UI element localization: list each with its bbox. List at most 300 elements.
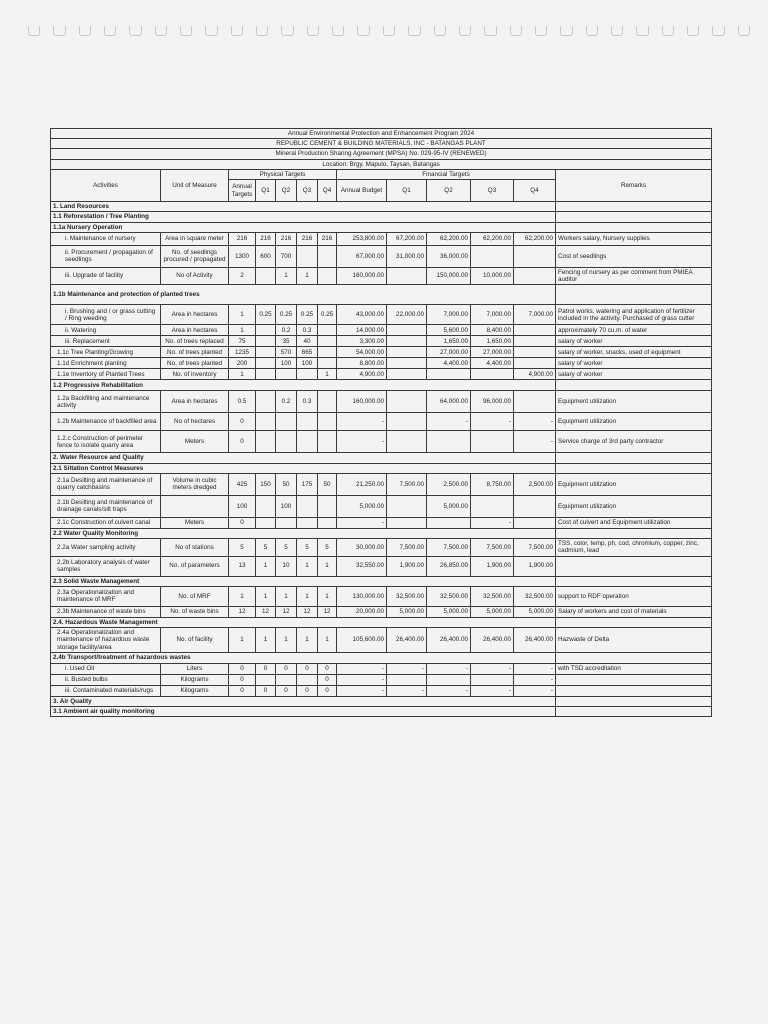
col-annual-targets: Annual Targets <box>229 180 256 202</box>
unit-cell: No. of inventory <box>161 369 229 380</box>
fin-q3-cell: 96,000.00 <box>471 391 514 413</box>
table-row <box>51 663 712 674</box>
fin-q3-cell: 4,400.00 <box>471 358 514 369</box>
section-row <box>51 652 712 663</box>
remarks-cell <box>556 576 712 586</box>
phys-q4-cell: 50 <box>318 473 337 495</box>
fin-q2-cell <box>427 431 471 453</box>
annual-budget-cell: 130,000.00 <box>337 586 387 606</box>
activity-cell: iii. Contaminated materials/rugs <box>51 685 161 696</box>
annual-target-cell: 0 <box>229 517 256 528</box>
phys-q3-cell: 0.3 <box>297 325 318 336</box>
unit-cell: No. of parameters <box>161 556 229 576</box>
phys-q4-cell: 1 <box>318 369 337 380</box>
phys-q1-cell <box>256 431 276 453</box>
section-label: 1.1 Reforestation / Tree Planting <box>51 212 556 222</box>
fin-q3-cell: 5,000.00 <box>471 606 514 617</box>
phys-q4-cell <box>318 325 337 336</box>
fin-q1-cell <box>387 369 427 380</box>
phys-q4-cell <box>318 358 337 369</box>
table-row <box>51 232 712 245</box>
phys-q2-cell: 570 <box>276 347 297 358</box>
phys-q1-cell <box>256 674 276 685</box>
remarks-cell <box>556 380 712 391</box>
fin-q2-cell <box>427 369 471 380</box>
phys-q1-cell <box>256 336 276 347</box>
phys-q2-cell <box>276 369 297 380</box>
phys-q4-cell: 216 <box>318 232 337 245</box>
fin-q3-cell <box>471 369 514 380</box>
activity-cell: 1.1e Inventory of Planted Trees <box>51 369 161 380</box>
fin-q2-cell: 26,400.00 <box>427 627 471 652</box>
fin-q2-cell <box>427 517 471 528</box>
section-label: 1. Land Resources <box>51 202 556 212</box>
annual-target-cell: 1 <box>229 369 256 380</box>
remarks-cell: Hazwaste of Delta <box>556 627 712 652</box>
annual-target-cell: 200 <box>229 358 256 369</box>
table-row <box>51 627 712 652</box>
annual-budget-cell: 4,900.00 <box>337 369 387 380</box>
annual-budget-cell: 14,000.00 <box>337 325 387 336</box>
annual-target-cell: 12 <box>229 606 256 617</box>
fin-q4-cell <box>514 267 556 284</box>
section-row <box>51 285 712 305</box>
section-row <box>51 707 712 717</box>
phys-q4-cell: 0 <box>318 663 337 674</box>
unit-cell: Area in square meter <box>161 232 229 245</box>
remarks-cell <box>556 652 712 663</box>
activity-cell: i. Used Oil <box>51 663 161 674</box>
activity-cell: ii. Procurement / propagation of seedlings <box>51 245 161 267</box>
col-fq4: Q4 <box>514 180 556 202</box>
phys-q1-cell: 1 <box>256 627 276 652</box>
annual-budget-cell: - <box>337 663 387 674</box>
remarks-cell <box>556 685 712 696</box>
annual-target-cell: 75 <box>229 336 256 347</box>
phys-q2-cell: 35 <box>276 336 297 347</box>
phys-q2-cell: 100 <box>276 358 297 369</box>
activity-cell: ii. Busted bulbs <box>51 674 161 685</box>
phys-q1-cell: 12 <box>256 606 276 617</box>
col-financial-targets: Financial Targets <box>337 169 556 179</box>
phys-q3-cell: 175 <box>297 473 318 495</box>
unit-cell: No. of trees planted <box>161 347 229 358</box>
fin-q3-cell: 62,200.00 <box>471 232 514 245</box>
annual-budget-cell: 253,800.00 <box>337 232 387 245</box>
activity-cell: 2.1c Construction of culvert canal <box>51 517 161 528</box>
fin-q2-cell: 5,000.00 <box>427 606 471 617</box>
fin-q1-cell <box>387 325 427 336</box>
table-row <box>51 336 712 347</box>
fin-q1-cell <box>387 413 427 431</box>
phys-q2-cell: 50 <box>276 473 297 495</box>
fin-q3-cell: 1,650.00 <box>471 336 514 347</box>
section-label: 3.1 Ambient air quality monitoring <box>51 707 556 717</box>
table-row <box>51 347 712 358</box>
phys-q4-cell: 12 <box>318 606 337 617</box>
remarks-cell: Equipment utilization <box>556 413 712 431</box>
remarks-cell: approximately 70 cu.m. of water <box>556 325 712 336</box>
fin-q2-cell: 62,200.00 <box>427 232 471 245</box>
unit-cell: No of Activity <box>161 267 229 284</box>
fin-q3-cell: - <box>471 663 514 674</box>
unit-cell: No. of MRF <box>161 586 229 606</box>
annual-budget-cell: 21,250.00 <box>337 473 387 495</box>
unit-cell <box>161 495 229 517</box>
remarks-cell <box>556 556 712 576</box>
col-pq2: Q2 <box>276 180 297 202</box>
annual-budget-cell: 20,000.00 <box>337 606 387 617</box>
phys-q3-cell: 0.25 <box>297 305 318 325</box>
annual-budget-cell: 54,000.00 <box>337 347 387 358</box>
table-row <box>51 539 712 556</box>
fin-q1-cell: 26,400.00 <box>387 627 427 652</box>
title-line-2: REPUBLIC CEMENT & BUILDING MATERIALS, INC - BATANGAS PLANT <box>51 139 712 149</box>
annual-budget-cell: 30,000.00 <box>337 539 387 556</box>
unit-cell: No. of facility <box>161 627 229 652</box>
remarks-cell: salary of worker <box>556 358 712 369</box>
table-row <box>51 413 712 431</box>
fin-q2-cell: 64,000.00 <box>427 391 471 413</box>
fin-q3-cell: - <box>471 685 514 696</box>
annual-target-cell: 1 <box>229 627 256 652</box>
fin-q1-cell: 7,500.00 <box>387 539 427 556</box>
annual-target-cell: 0 <box>229 674 256 685</box>
fin-q2-cell: 150,000.00 <box>427 267 471 284</box>
phys-q4-cell: 1 <box>318 627 337 652</box>
activity-cell: i. Maintenance of nursery <box>51 232 161 245</box>
fin-q1-cell <box>387 267 427 284</box>
phys-q3-cell: 216 <box>297 232 318 245</box>
fin-q3-cell: 7,000.00 <box>471 305 514 325</box>
phys-q1-cell <box>256 369 276 380</box>
remarks-cell: Cost of seedlings <box>556 245 712 267</box>
remarks-cell: Salary of workers and cost of materials <box>556 606 712 617</box>
fin-q2-cell: 32,500.00 <box>427 586 471 606</box>
annual-budget-cell: 67,000.00 <box>337 245 387 267</box>
fin-q3-cell: 32,500.00 <box>471 586 514 606</box>
col-pq3: Q3 <box>297 180 318 202</box>
remarks-cell: salary of worker <box>556 369 712 380</box>
activity-cell: ii. Watering <box>51 325 161 336</box>
unit-cell: No. of trees planted <box>161 358 229 369</box>
remarks-cell: Cost of culvert and Equipment utilization <box>556 517 712 528</box>
activity-cell: 2.2b Laboratory analysis of water samples <box>51 556 161 576</box>
phys-q3-cell: 0 <box>297 685 318 696</box>
phys-q4-cell <box>318 347 337 358</box>
phys-q1-cell: 5 <box>256 539 276 556</box>
annual-target-cell: 0.5 <box>229 391 256 413</box>
section-label: 2.2 Water Quality Monitoring <box>51 528 556 538</box>
fin-q3-cell: 8,400.00 <box>471 325 514 336</box>
fin-q3-cell <box>471 674 514 685</box>
remarks-cell: Fencing of nursery as per comment from PMIEA auditor <box>556 267 712 284</box>
remarks-cell <box>556 463 712 473</box>
table-row <box>51 358 712 369</box>
col-remarks: Remarks <box>556 169 712 201</box>
fin-q2-cell: 5,000.00 <box>427 495 471 517</box>
phys-q4-cell: 0 <box>318 685 337 696</box>
phys-q4-cell <box>318 267 337 284</box>
phys-q3-cell: 100 <box>297 358 318 369</box>
phys-q4-cell <box>318 391 337 413</box>
col-fq3: Q3 <box>471 180 514 202</box>
fin-q1-cell <box>387 358 427 369</box>
remarks-cell <box>556 212 712 222</box>
phys-q4-cell <box>318 413 337 431</box>
fin-q1-cell: 5,000.00 <box>387 606 427 617</box>
fin-q2-cell: 7,000.00 <box>427 305 471 325</box>
phys-q1-cell: 1 <box>256 556 276 576</box>
phys-q3-cell: 12 <box>297 606 318 617</box>
phys-q3-cell: 1 <box>297 267 318 284</box>
annual-budget-cell: - <box>337 431 387 453</box>
activity-cell: 2.2a Water sampling activity <box>51 539 161 556</box>
annual-target-cell: 0 <box>229 685 256 696</box>
fin-q4-cell: 62,200.00 <box>514 232 556 245</box>
annual-budget-cell: - <box>337 413 387 431</box>
annual-budget-cell: 3,300.00 <box>337 336 387 347</box>
unit-cell: Volume in cubic meters dredged <box>161 473 229 495</box>
table-row <box>51 606 712 617</box>
remarks-cell <box>556 528 712 538</box>
fin-q1-cell: - <box>387 685 427 696</box>
table-row <box>51 245 712 267</box>
table-row <box>51 305 712 325</box>
phys-q1-cell: 0.25 <box>256 305 276 325</box>
section-label: 1.1a Nursery Operation <box>51 222 556 232</box>
remarks-cell <box>556 617 712 627</box>
remarks-cell: with TSD accreditation <box>556 663 712 674</box>
annual-budget-cell: 105,600.00 <box>337 627 387 652</box>
title-line-3: Mineral Production Sharing Agreement (MPSA) No. 029-95-IV (RENEWED) <box>51 149 712 159</box>
unit-cell: Meters <box>161 431 229 453</box>
annual-budget-cell: - <box>337 674 387 685</box>
fin-q1-cell <box>387 495 427 517</box>
fin-q4-cell: 1,900.00 <box>514 556 556 576</box>
section-label: 2.4b Transport/treatment of hazardous wastes <box>51 652 556 663</box>
fin-q3-cell: 10,000.00 <box>471 267 514 284</box>
phys-q4-cell: 1 <box>318 556 337 576</box>
annual-target-cell: 1235 <box>229 347 256 358</box>
phys-q1-cell: 600 <box>256 245 276 267</box>
col-activities: Activities <box>51 169 161 201</box>
phys-q3-cell <box>297 431 318 453</box>
annual-target-cell: 216 <box>229 232 256 245</box>
phys-q3-cell: 1 <box>297 586 318 606</box>
remarks-cell: TSS, color, temp, ph, cod, chromium, copper, zinc, cadmium, lead <box>556 539 712 556</box>
activity-cell: 1.1c Tree Planting/Growing <box>51 347 161 358</box>
phys-q3-cell: 1 <box>297 556 318 576</box>
unit-cell: Meters <box>161 517 229 528</box>
annual-target-cell: 1 <box>229 586 256 606</box>
remarks-cell: Equipment utilization <box>556 473 712 495</box>
fin-q4-cell <box>514 358 556 369</box>
phys-q2-cell: 700 <box>276 245 297 267</box>
phys-q1-cell: 1 <box>256 586 276 606</box>
phys-q2-cell: 1 <box>276 267 297 284</box>
fin-q2-cell: 27,000.00 <box>427 347 471 358</box>
annual-target-cell: 1 <box>229 325 256 336</box>
fin-q1-cell <box>387 347 427 358</box>
fin-q1-cell: - <box>387 663 427 674</box>
activity-cell: 1.2a Backfilling and maintenance activity <box>51 391 161 413</box>
table-row <box>51 391 712 413</box>
phys-q3-cell: 5 <box>297 539 318 556</box>
phys-q4-cell: 0.25 <box>318 305 337 325</box>
annual-target-cell: 0 <box>229 663 256 674</box>
unit-cell: No of stations <box>161 539 229 556</box>
annual-budget-cell: 43,000.00 <box>337 305 387 325</box>
col-unit: Unit of Measure <box>161 169 229 201</box>
aepep-table <box>50 128 712 717</box>
activity-cell: iii. Replacement <box>51 336 161 347</box>
remarks-cell <box>556 222 712 232</box>
phys-q2-cell: 1 <box>276 586 297 606</box>
unit-cell: No. of trees replaced <box>161 336 229 347</box>
fin-q4-cell: - <box>514 413 556 431</box>
table-row <box>51 267 712 284</box>
annual-target-cell: 5 <box>229 539 256 556</box>
annual-budget-cell: 32,550.00 <box>337 556 387 576</box>
activity-cell: i. Brushing and / or grass cutting / Ring weeding <box>51 305 161 325</box>
fin-q2-cell: 2,500.00 <box>427 473 471 495</box>
fin-q4-cell: 26,400.00 <box>514 627 556 652</box>
phys-q2-cell: 0.25 <box>276 305 297 325</box>
section-label: 3. Air Quality <box>51 696 556 706</box>
fin-q4-cell: - <box>514 663 556 674</box>
unit-cell: Kilograms <box>161 685 229 696</box>
section-row <box>51 380 712 391</box>
annual-target-cell: 13 <box>229 556 256 576</box>
fin-q2-cell: - <box>427 685 471 696</box>
fin-q4-cell: 4,900.00 <box>514 369 556 380</box>
phys-q2-cell: 12 <box>276 606 297 617</box>
fin-q3-cell <box>471 431 514 453</box>
fin-q3-cell: - <box>471 413 514 431</box>
fin-q4-cell: - <box>514 431 556 453</box>
section-row <box>51 212 712 222</box>
fin-q4-cell <box>514 347 556 358</box>
section-label: 2. Water Resource and Quality <box>51 453 556 463</box>
phys-q2-cell: 10 <box>276 556 297 576</box>
unit-cell: Area in hectares <box>161 305 229 325</box>
activity-cell: 2.3a Operationalization and maintenance of MRF <box>51 586 161 606</box>
phys-q3-cell <box>297 369 318 380</box>
activity-cell: 1.1d Enrichment planting <box>51 358 161 369</box>
fin-q3-cell: 8,750.00 <box>471 473 514 495</box>
table-row <box>51 325 712 336</box>
phys-q1-cell <box>256 495 276 517</box>
phys-q2-cell <box>276 674 297 685</box>
annual-target-cell: 425 <box>229 473 256 495</box>
fin-q4-cell: 32,500.00 <box>514 586 556 606</box>
fin-q2-cell: 1,650.00 <box>427 336 471 347</box>
phys-q3-cell <box>297 517 318 528</box>
annual-budget-cell: 160,000.00 <box>337 267 387 284</box>
phys-q3-cell <box>297 674 318 685</box>
phys-q2-cell <box>276 413 297 431</box>
unit-cell: No. of waste bins <box>161 606 229 617</box>
section-label: 2.1 Siltation Control Measures <box>51 463 556 473</box>
annual-budget-cell: - <box>337 685 387 696</box>
annual-target-cell: 0 <box>229 413 256 431</box>
fin-q4-cell: - <box>514 674 556 685</box>
remarks-cell: Workers salary, Nursery supplies <box>556 232 712 245</box>
fin-q1-cell: 31,000.00 <box>387 245 427 267</box>
phys-q3-cell <box>297 495 318 517</box>
fin-q1-cell <box>387 431 427 453</box>
fin-q1-cell <box>387 391 427 413</box>
fin-q4-cell <box>514 517 556 528</box>
fin-q4-cell: 2,500.00 <box>514 473 556 495</box>
phys-q1-cell: 150 <box>256 473 276 495</box>
fin-q3-cell <box>471 245 514 267</box>
col-pq4: Q4 <box>318 180 337 202</box>
punch-hole-strip <box>28 26 750 42</box>
table-row <box>51 431 712 453</box>
remarks-cell: salary of worker, snacks, used of equipment <box>556 347 712 358</box>
phys-q1-cell: 0 <box>256 685 276 696</box>
phys-q4-cell: 0 <box>318 674 337 685</box>
phys-q3-cell: 0.3 <box>297 391 318 413</box>
remarks-cell: Equipment utilization <box>556 391 712 413</box>
remarks-cell <box>556 674 712 685</box>
activity-cell: 1.2.c Construction of perimeter fence to isolate quarry area <box>51 431 161 453</box>
table-row <box>51 473 712 495</box>
col-fq2: Q2 <box>427 180 471 202</box>
unit-cell: Area in hectares <box>161 391 229 413</box>
remarks-cell <box>556 453 712 463</box>
section-row <box>51 222 712 232</box>
phys-q2-cell: 0.2 <box>276 325 297 336</box>
fin-q2-cell: 4,400.00 <box>427 358 471 369</box>
fin-q4-cell: - <box>514 685 556 696</box>
phys-q1-cell <box>256 267 276 284</box>
fin-q1-cell <box>387 674 427 685</box>
annual-target-cell: 0 <box>229 431 256 453</box>
remarks-cell <box>556 285 712 305</box>
fin-q3-cell <box>471 495 514 517</box>
phys-q1-cell <box>256 358 276 369</box>
unit-cell: Area in hectares <box>161 325 229 336</box>
fin-q4-cell <box>514 336 556 347</box>
section-label: 1.1b Maintenance and protection of planted trees <box>51 285 556 305</box>
activity-cell: 2.3b Maintenance of waste bins <box>51 606 161 617</box>
phys-q3-cell: 665 <box>297 347 318 358</box>
section-row <box>51 453 712 463</box>
remarks-cell <box>556 707 712 717</box>
fin-q3-cell: 27,000.00 <box>471 347 514 358</box>
fin-q3-cell: 7,500.00 <box>471 539 514 556</box>
title-line-1: Annual Environmental Protection and Enhancement Program 2024 <box>51 129 712 139</box>
phys-q3-cell <box>297 245 318 267</box>
unit-cell: No. of seedlings procured / propagated <box>161 245 229 267</box>
fin-q3-cell: 1,900.00 <box>471 556 514 576</box>
section-label: 2.3 Solid Waste Management <box>51 576 556 586</box>
section-row <box>51 696 712 706</box>
phys-q1-cell <box>256 325 276 336</box>
unit-cell: No of hectares <box>161 413 229 431</box>
phys-q1-cell <box>256 347 276 358</box>
fin-q1-cell: 22,000.00 <box>387 305 427 325</box>
fin-q3-cell: - <box>471 517 514 528</box>
annual-target-cell: 100 <box>229 495 256 517</box>
fin-q1-cell: 1,900.00 <box>387 556 427 576</box>
table-row <box>51 685 712 696</box>
annual-target-cell: 2 <box>229 267 256 284</box>
remarks-cell <box>556 202 712 212</box>
